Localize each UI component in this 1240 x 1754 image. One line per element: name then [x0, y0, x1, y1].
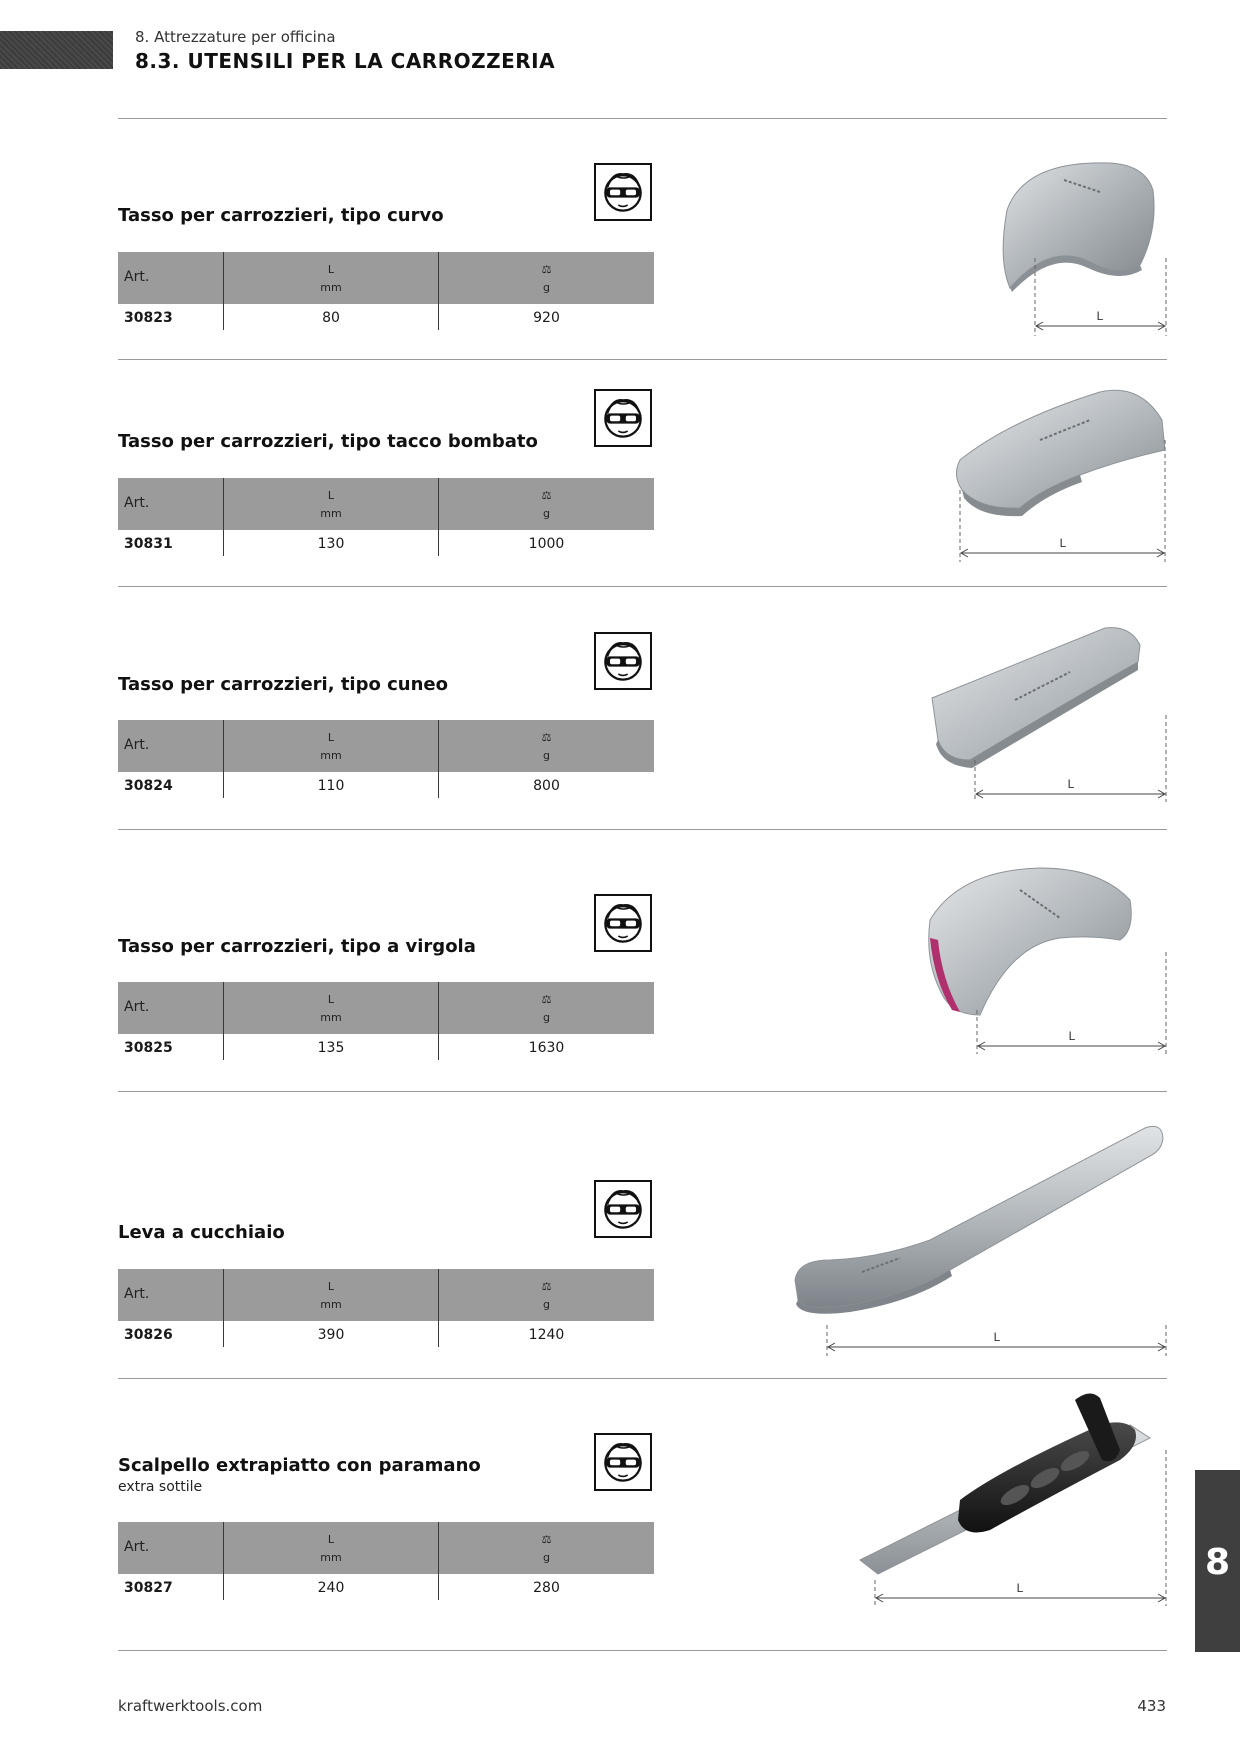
art-header: Art. — [124, 1286, 150, 1302]
divider — [118, 1378, 1167, 1379]
weight-unit: g — [543, 1298, 550, 1311]
dimension-label: L — [1096, 309, 1104, 323]
spec-table — [118, 1269, 654, 1347]
length-header: L — [327, 993, 335, 1006]
table-row — [118, 530, 654, 556]
weight-unit: g — [543, 281, 550, 294]
divider — [118, 586, 1167, 587]
scale-icon: ⚖ — [541, 731, 552, 744]
spec-table-header — [118, 252, 654, 304]
product-title: Tasso per carrozzieri, tipo cuneo — [118, 674, 448, 695]
weight-unit: g — [543, 1011, 550, 1024]
dimension-label: L — [1067, 777, 1075, 791]
page-title: 8.3. UTENSILI PER LA CARROZZERIA — [135, 49, 556, 73]
art-number: 30831 — [124, 536, 173, 552]
length-unit: mm — [320, 281, 342, 294]
length-header: L — [327, 1280, 335, 1293]
safety-goggles-icon — [594, 163, 652, 221]
spec-table-header — [118, 982, 654, 1034]
weight-value: 1240 — [528, 1327, 565, 1343]
art-number: 30827 — [124, 1580, 173, 1596]
divider — [118, 1650, 1167, 1651]
table-row — [118, 1574, 654, 1600]
length-header: L — [327, 263, 335, 276]
table-row — [118, 304, 654, 330]
product-image-heel-dolly — [950, 380, 1170, 570]
length-unit: mm — [320, 1011, 342, 1024]
spec-table — [118, 1522, 654, 1600]
weight-value: 920 — [533, 310, 560, 326]
product-subtitle: extra sottile — [118, 1479, 203, 1495]
dimension-label: L — [1016, 1581, 1024, 1595]
length-value: 240 — [317, 1580, 345, 1596]
product-image-wedge-dolly — [930, 620, 1170, 810]
length-unit: mm — [320, 1298, 342, 1311]
length-value: 130 — [317, 536, 345, 552]
art-header: Art. — [124, 737, 150, 753]
product-title: Tasso per carrozzieri, tipo tacco bombato — [118, 431, 538, 452]
weight-value: 1000 — [528, 536, 565, 552]
art-number: 30825 — [124, 1040, 173, 1056]
safety-goggles-icon — [594, 632, 652, 690]
header-corner-bar — [0, 31, 113, 69]
page-number: 433 — [1137, 1697, 1166, 1715]
dimension-label: L — [993, 1330, 1001, 1344]
product-image-curved-dolly — [990, 150, 1170, 340]
dimension-label: L — [1068, 1029, 1076, 1043]
scale-icon: ⚖ — [541, 263, 552, 276]
length-value: 135 — [317, 1040, 345, 1056]
chapter-tab-number: 8 — [1204, 1542, 1231, 1583]
scale-icon: ⚖ — [541, 1533, 552, 1546]
footer-website: kraftwerktools.com — [118, 1697, 263, 1715]
dimension-label: L — [1059, 536, 1067, 550]
scale-icon: ⚖ — [541, 1280, 552, 1293]
chapter-label: 8. Attrezzature per officina — [135, 28, 336, 46]
art-number: 30826 — [124, 1327, 173, 1343]
table-row — [118, 772, 654, 798]
length-value: 80 — [322, 310, 340, 326]
length-unit: mm — [320, 1551, 342, 1564]
spec-table — [118, 720, 654, 798]
spec-table — [118, 478, 654, 556]
weight-unit: g — [543, 749, 550, 762]
divider — [118, 118, 1167, 119]
safety-goggles-icon — [594, 1180, 652, 1238]
chapter-tab — [1195, 1470, 1240, 1652]
product-image-comma-dolly — [920, 860, 1170, 1060]
length-unit: mm — [320, 507, 342, 520]
spec-table-header — [118, 720, 654, 772]
table-row — [118, 1321, 654, 1347]
table-row — [118, 1034, 654, 1060]
weight-value: 800 — [533, 778, 560, 794]
product-image-spoon-lever — [790, 1120, 1170, 1360]
scale-icon: ⚖ — [541, 993, 552, 1006]
weight-value: 1630 — [528, 1040, 565, 1056]
spec-table — [118, 982, 654, 1060]
weight-unit: g — [543, 507, 550, 520]
spec-table-header — [118, 1522, 654, 1574]
divider — [118, 1091, 1167, 1092]
weight-value: 280 — [533, 1580, 560, 1596]
art-number: 30824 — [124, 778, 173, 794]
product-title: Tasso per carrozzieri, tipo a virgola — [118, 936, 476, 957]
product-image-flat-chisel — [850, 1390, 1170, 1610]
length-header: L — [327, 489, 335, 502]
length-value: 390 — [317, 1327, 345, 1343]
spec-table-header — [118, 1269, 654, 1321]
length-value: 110 — [317, 778, 345, 794]
divider — [118, 359, 1167, 360]
scale-icon: ⚖ — [541, 489, 552, 502]
safety-goggles-icon — [594, 894, 652, 952]
safety-goggles-icon — [594, 1433, 652, 1491]
length-header: L — [327, 1533, 335, 1546]
art-header: Art. — [124, 269, 150, 285]
product-title: Scalpello extrapiatto con paramano — [118, 1455, 481, 1476]
weight-unit: g — [543, 1551, 550, 1564]
product-title: Tasso per carrozzieri, tipo curvo — [118, 205, 444, 226]
safety-goggles-icon — [594, 389, 652, 447]
product-title: Leva a cucchiaio — [118, 1222, 285, 1243]
art-header: Art. — [124, 495, 150, 511]
length-header: L — [327, 731, 335, 744]
length-unit: mm — [320, 749, 342, 762]
art-number: 30823 — [124, 310, 173, 326]
spec-table — [118, 252, 654, 330]
divider — [118, 829, 1167, 830]
art-header: Art. — [124, 999, 150, 1015]
art-header: Art. — [124, 1539, 150, 1555]
spec-table-header — [118, 478, 654, 530]
